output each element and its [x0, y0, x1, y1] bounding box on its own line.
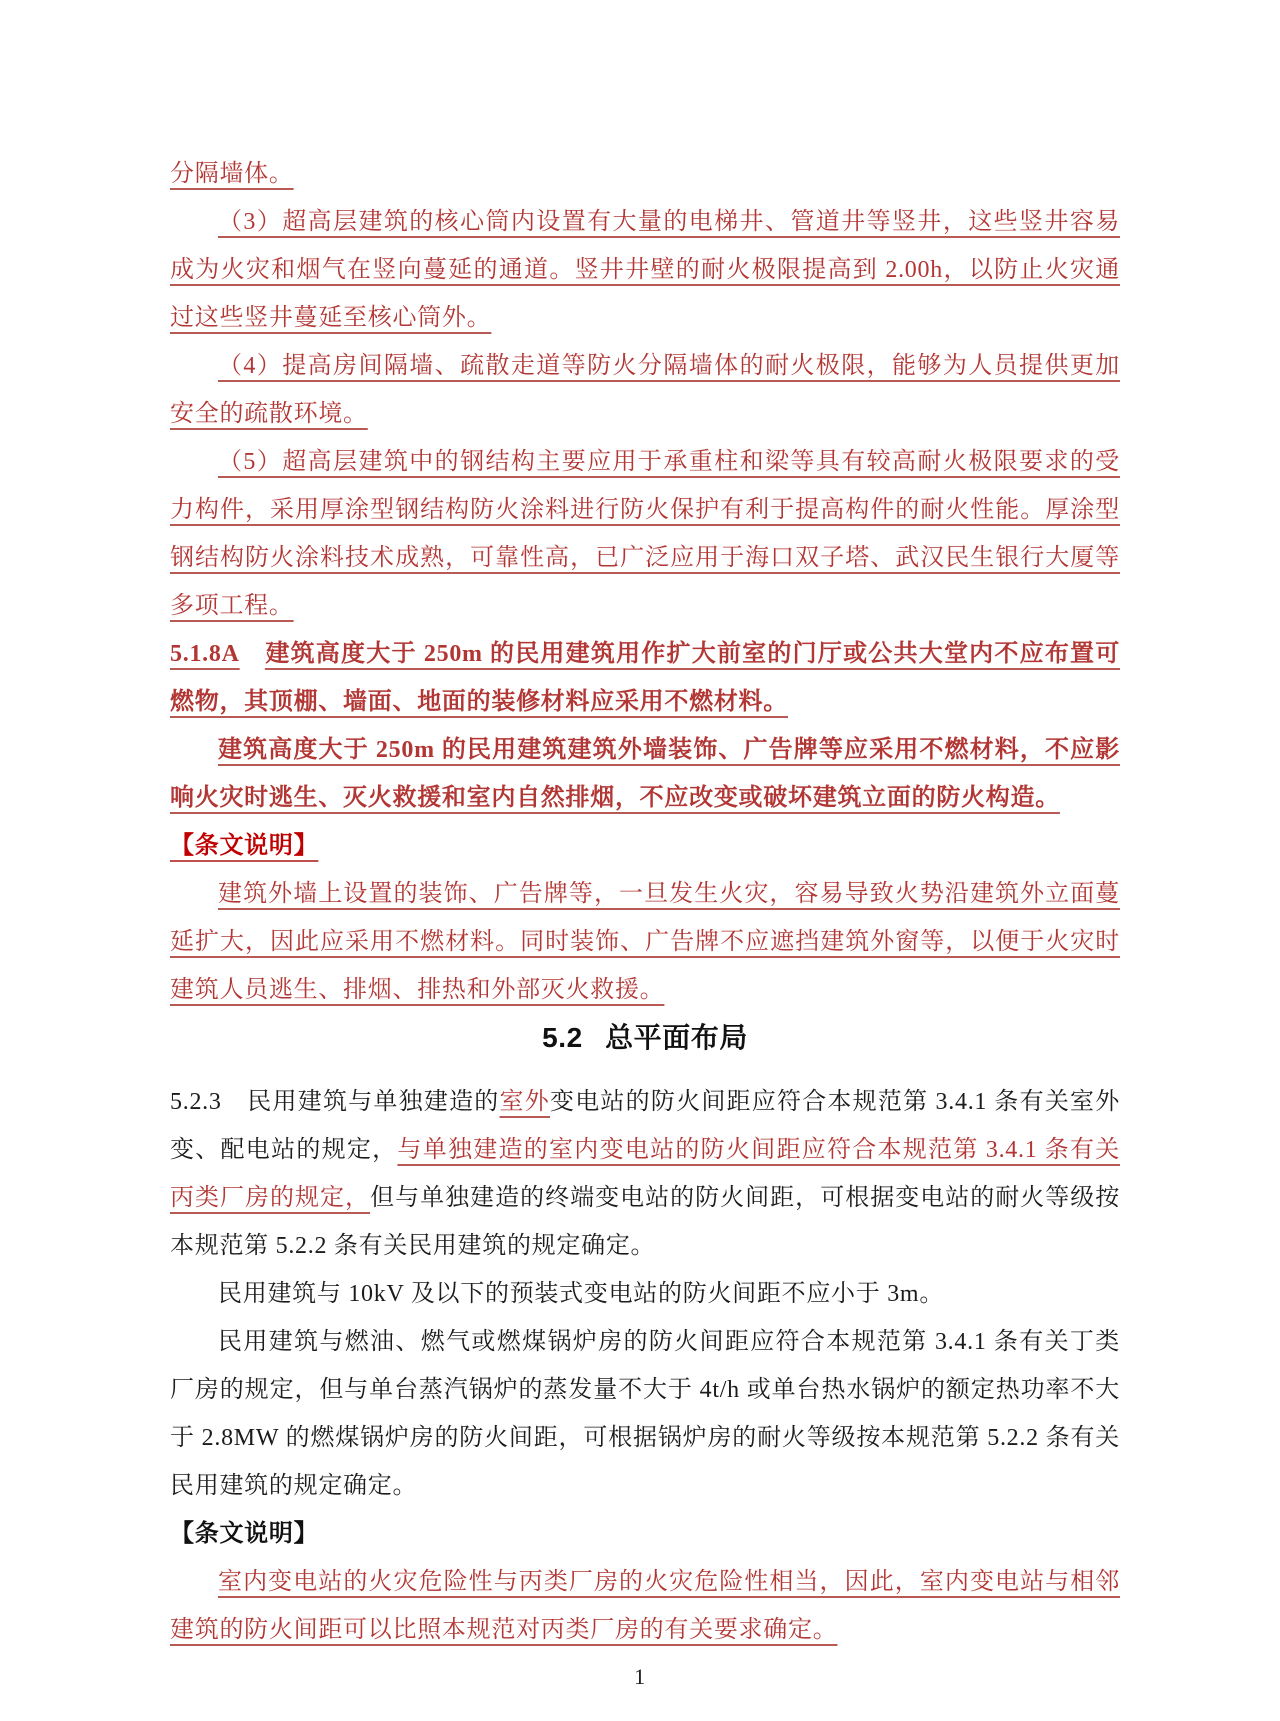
clause-5-2-3-run-1-inserted: 室外	[499, 1089, 550, 1115]
paragraph-boiler-room: 民用建筑与燃油、燃气或燃煤锅炉房的防火间距应符合本规范第 3.4.1 条有关丁类厂房的规定，但与单台蒸汽锅炉的蒸发量不大于 4t/h 或单台热水锅炉的额定热功率不大于 2.8MW 的燃煤锅炉房的防火间距，可根据锅炉房的耐火等级按本规范第 5.2.2 条有关民用建筑的规定确定。	[170, 1329, 1120, 1499]
paragraph-item-5: （5）超高层建筑中的钢结构主要应用于承重柱和梁等具有较高耐火极限要求的受力构件，采用厚涂型钢结构防火涂料进行防火保护有利于提高构件的耐火性能。厚涂型钢结构防火涂料技术成熟，可靠性高，已广泛应用于海口双子塔、武汉民生银行大厦等多项工程。	[170, 449, 1120, 619]
clause-5-2-3-run-0: 民用建筑与单独建造的	[246, 1089, 500, 1115]
commentary-label-1: 【条文说明】	[170, 832, 319, 859]
clause-5-2-3-run-2: 变电站的防火间距应符合本规范第 3.4.1 条有关室外变、配电站的规定，	[170, 1089, 1120, 1163]
paragraph-wall-continuation: 分隔墙体。	[170, 161, 294, 187]
clause-5-1-8a-number: 5.1.8A	[170, 641, 240, 667]
clause-5-2-3-run-3-inserted: 与单独建造的室内变电站的防火间距应符合本规范第 3.4.1 条有关丙类厂房的规定，	[170, 1137, 1120, 1211]
section-number: 5.2	[542, 1022, 583, 1053]
clause-5-2-3-run-4: 但与单独建造的终端变电站的防火间距，可根据变电站的耐火等级按本规范第 5.2.2 条有关民用建筑的规定确定。	[170, 1185, 1120, 1259]
paragraph-item-3: （3）超高层建筑的核心筒内设置有大量的电梯井、管道井等竖井，这些竖井容易成为火灾和烟气在竖向蔓延的通道。竖井井壁的耐火极限提高到 2.00h，以防止火灾通过这些竖井蔓延至核心筒外。	[170, 209, 1120, 331]
paragraph-facade-explanation: 建筑外墙上设置的装饰、广告牌等，一旦发生火灾，容易导致火势沿建筑外立面蔓延扩大，因此应采用不燃材料。同时装饰、广告牌不应遮挡建筑外窗等，以便于火灾时建筑人员逃生、排烟、排热和外部灭火救援。	[170, 881, 1120, 1003]
section-heading-5-2	[170, 1014, 1120, 1062]
section-title: 总平面布局	[605, 1022, 748, 1053]
paragraph-10kv-substation: 民用建筑与 10kV 及以下的预装式变电站的防火间距不应小于 3m。	[218, 1281, 945, 1307]
paragraph-facade-requirement: 建筑高度大于 250m 的民用建筑建筑外墙装饰、广告牌等应采用不燃材料，不应影响火灾时逃生、灭火救援和室内自然排烟，不应改变或破坏建筑立面的防火构造。	[170, 737, 1120, 811]
page-number: 1	[634, 1664, 646, 1689]
clause-5-1-8a-text: 建筑高度大于 250m 的民用建筑用作扩大前室的门厅或公共大堂内不应布置可燃物，其顶棚、墙面、地面的装修材料应采用不燃材料。	[170, 641, 1120, 715]
clause-5-2-3-number: 5.2.3	[170, 1089, 222, 1115]
commentary-label-2: 【条文说明】	[170, 1520, 319, 1547]
clause-5-1-8a	[170, 630, 1120, 726]
paragraph-substation-explanation: 室内变电站的火灾危险性与丙类厂房的火灾危险性相当，因此，室内变电站与相邻建筑的防火间距可以比照本规范对丙类厂房的有关要求确定。	[170, 1569, 1120, 1643]
paragraph-item-4: （4）提高房间隔墙、疏散走道等防火分隔墙体的耐火极限，能够为人员提供更加安全的疏散环境。	[170, 353, 1120, 427]
clause-5-2-3	[170, 1078, 1120, 1270]
